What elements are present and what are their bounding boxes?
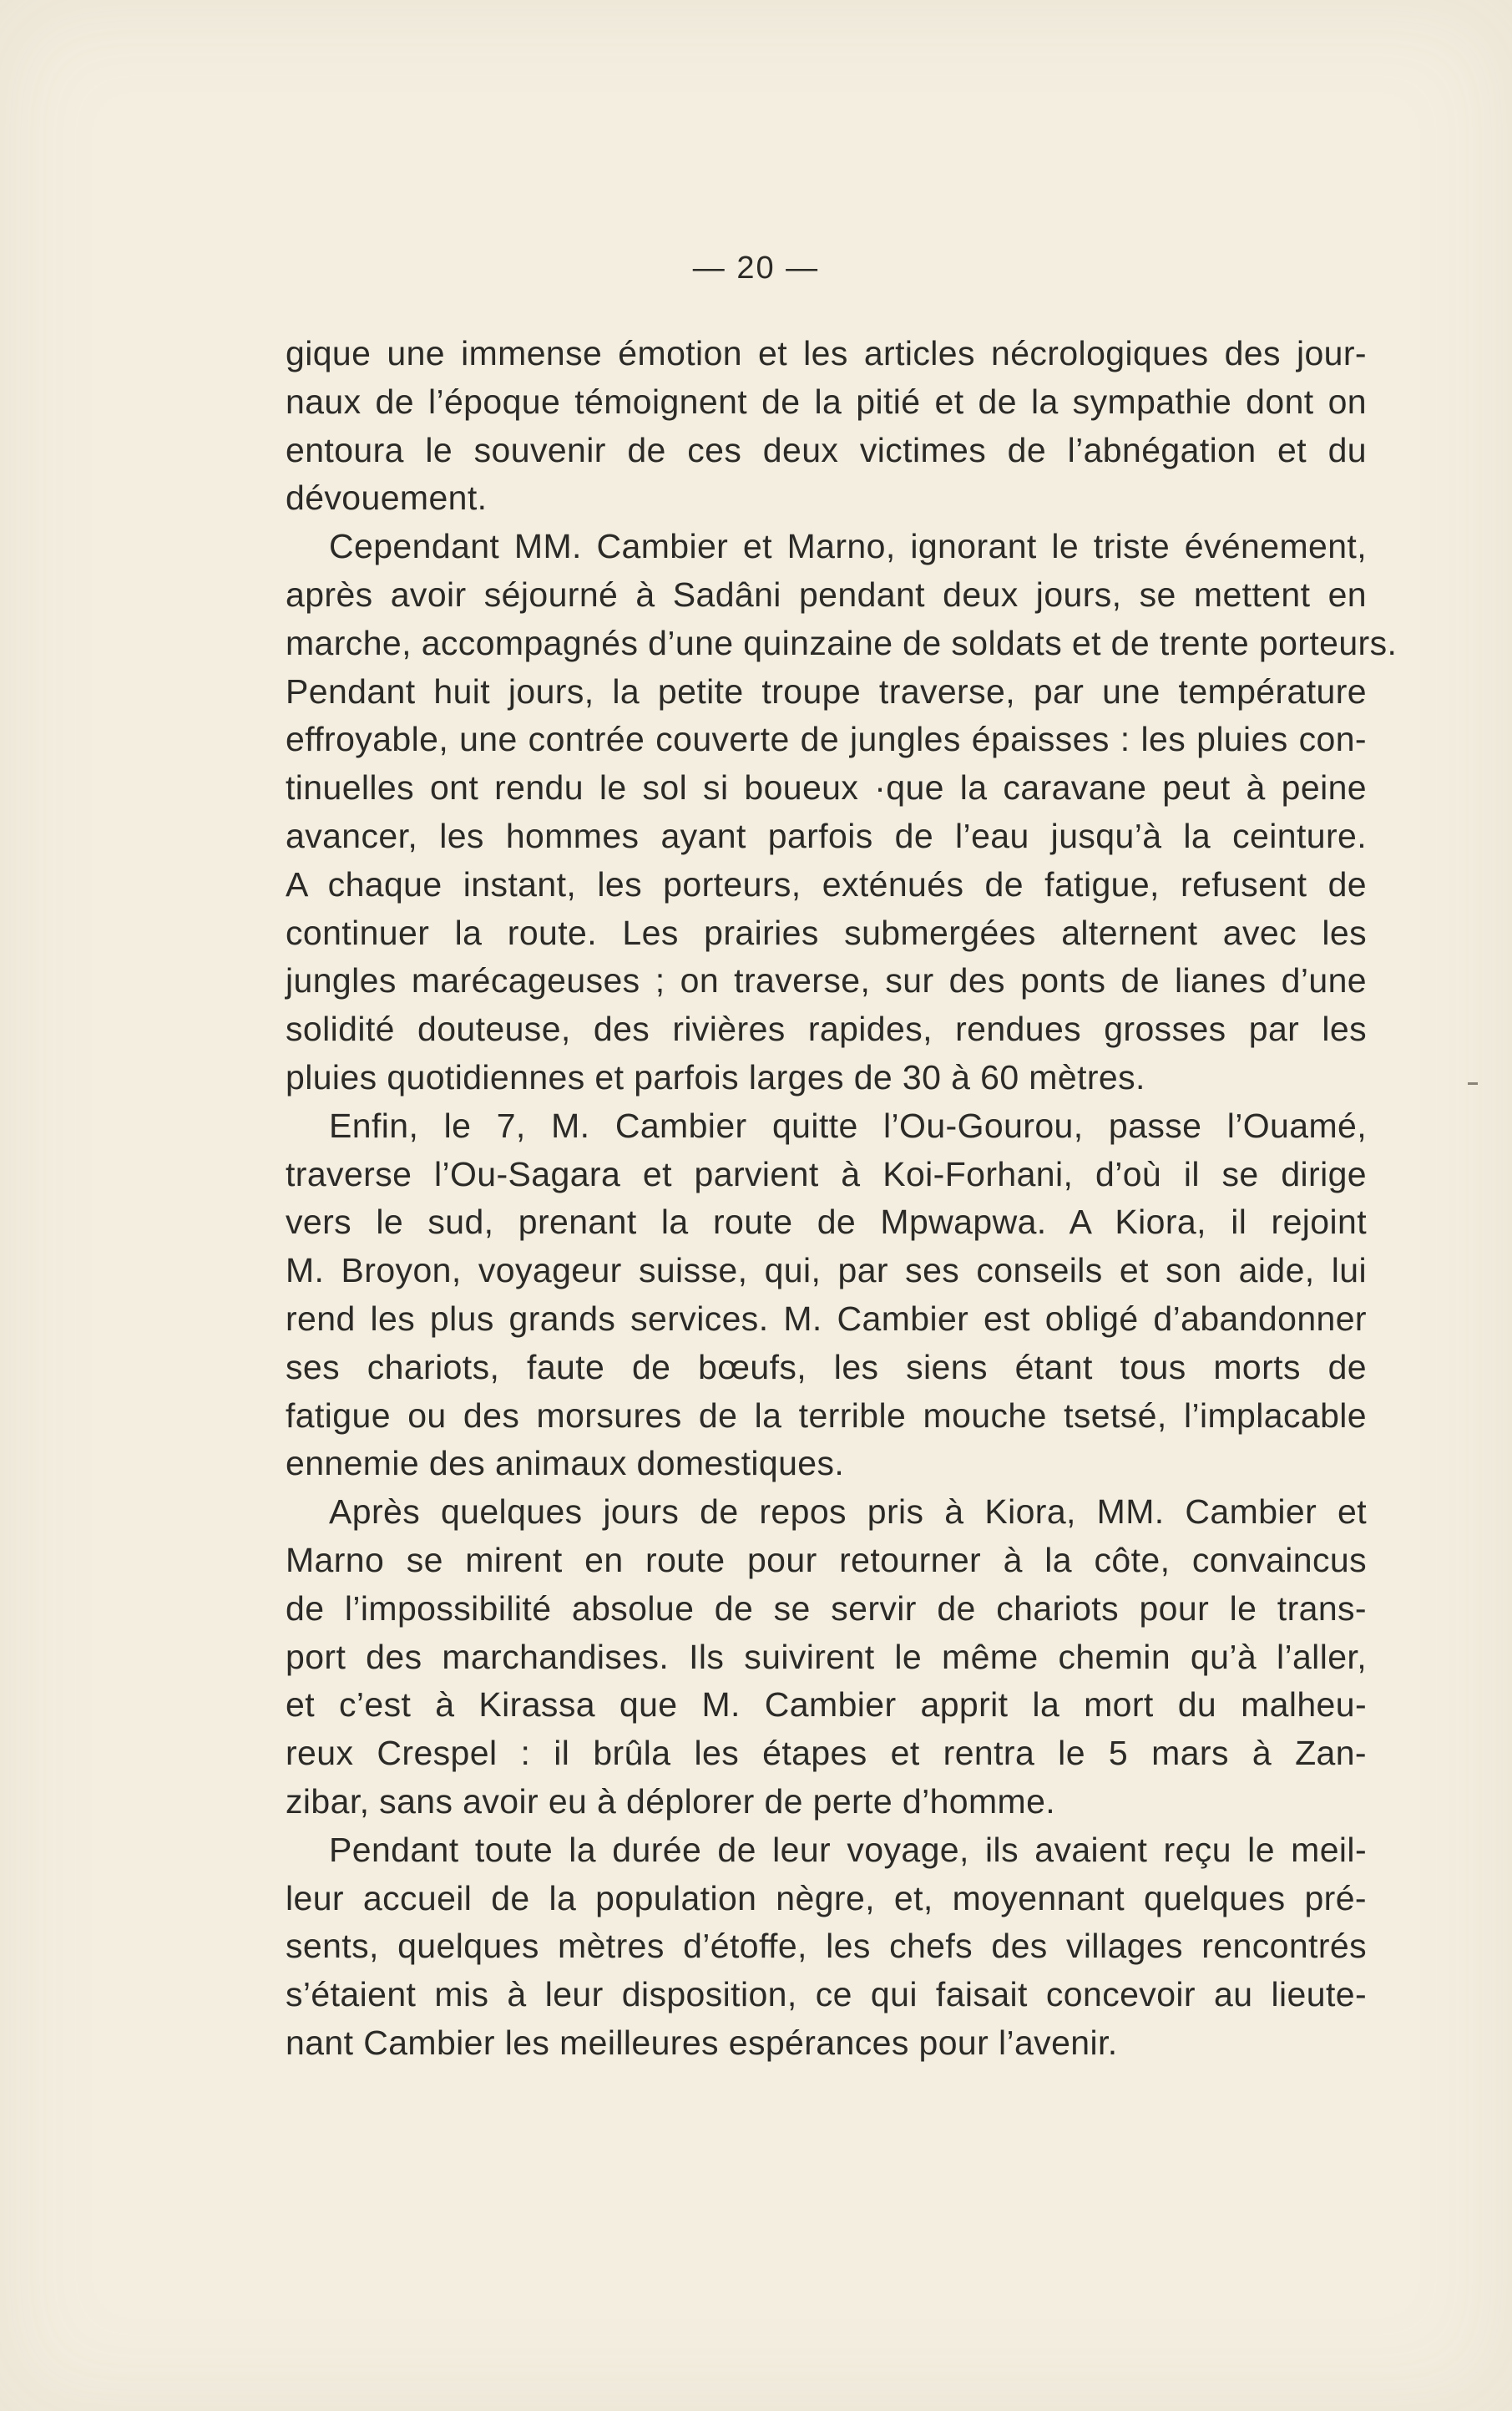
text-line: pluies quotidiennes et parfois larges de 30 à 60 mètres. (286, 1057, 1145, 1097)
text-line: et c’est à Kirassa que M. Cambier apprit la mort du malheu- (286, 1685, 1367, 1725)
text-line: Pendant huit jours, la petite troupe traverse, par une température (286, 671, 1367, 711)
paragraph-3 (286, 1102, 1367, 1488)
paragraph-4 (286, 1488, 1367, 1826)
paragraph-1 (286, 330, 1367, 523)
text-line: jungles marécageuses ; on traverse, sur des ponts de lianes d’une (286, 961, 1367, 1000)
paragraph-2 (286, 523, 1398, 1102)
text-line: ses chariots, faute de bœufs, les siens étant tous morts de (286, 1347, 1367, 1386)
text-line: nant Cambier les meilleures espérances pour l’avenir. (286, 2023, 1118, 2062)
text-line: Pendant toute la durée de leur voyage, ils avaient reçu le meil- (329, 1830, 1367, 1869)
page-number: — 20 — (692, 251, 820, 286)
text-line: M. Broyon, voyageur suisse, qui, par ses conseils et son aide, lui (286, 1251, 1367, 1290)
text-line: s’étaient mis à leur disposition, ce qui faisait concevoir au lieute- (286, 1975, 1367, 2014)
text-line: fatigue ou des morsures de la terrible mouche tsetsé, l’implacable (286, 1395, 1367, 1435)
text-line: Enfin, le 7, M. Cambier quitte l’Ou-Gourou, passe l’Ouamé, (329, 1106, 1367, 1145)
text-line: zibar, sans avoir eu à déplorer de perte d’homme. (286, 1781, 1056, 1821)
text-line: tinuelles ont rendu le sol si boueux ·que la caravane peut à peine (286, 768, 1367, 808)
text-line: après avoir séjourné à Sadâni pendant deux jours, se mettent en (286, 575, 1367, 614)
text-line: solidité douteuse, des rivières rapides, rendues grosses par les (286, 1010, 1367, 1049)
text-line: ennemie des animaux domestiques. (286, 1444, 845, 1483)
text-line: de l’impossibilité absolue de se servir de chariots pour le trans- (286, 1588, 1367, 1628)
text-line: gique une immense émotion et les articles nécrologiques des jour- (286, 334, 1367, 372)
text-line: A chaque instant, les porteurs, exténués de fatigue, refusent de (286, 864, 1367, 904)
text-line: port des marchandises. Ils suivirent le même chemin qu’à l’aller, (286, 1637, 1367, 1676)
text-line: entoura le souvenir de ces deux victimes de l’abnégation et du (286, 430, 1367, 469)
text-line: Marno se mirent en route pour retourner à la côte, convaincus (286, 1540, 1367, 1579)
text-line: Après quelques jours de repos pris à Kiora, MM. Cambier et (329, 1492, 1367, 1532)
text-line: naux de l’époque témoignent de la pitié et de la sympathie dont on (286, 382, 1367, 421)
text-line: avancer, les hommes ayant parfois de l’eau jusqu’à la ceinture. (286, 816, 1367, 855)
text-line: marche, accompagnés d’une quinzaine de soldats et de trente porteurs. (286, 623, 1398, 662)
body-text (286, 330, 1398, 2068)
text-line: Cependant MM. Cambier et Marno, ignorant le triste événement, (329, 527, 1367, 566)
text-line: leur accueil de la population nègre, et, moyennant quelques pré- (286, 1878, 1367, 1917)
text-line: rend les plus grands services. M. Cambier est obligé d’abandonner (286, 1299, 1367, 1338)
margin-mark (1468, 1082, 1478, 1085)
paragraph-5 (286, 1826, 1367, 2068)
text-line: vers le sud, prenant la route de Mpwapwa. A Kiora, il rejoint (286, 1203, 1367, 1242)
text-line: traverse l’Ou-Sagara et parvient à Koi-Forhani, d’où il se dirige (286, 1154, 1367, 1193)
text-line: reux Crespel : il brûla les étapes et rentra le 5 mars à Zan- (286, 1734, 1367, 1773)
text-line: continuer la route. Les prairies submergées alternent avec les (286, 913, 1367, 952)
text-line: sents, quelques mètres d’étoffe, les chefs des villages rencontrés (286, 1927, 1367, 1966)
text-line: effroyable, une contrée couverte de jungles épaisses : les pluies con- (286, 720, 1367, 759)
text-line: dévouement. (286, 479, 488, 518)
